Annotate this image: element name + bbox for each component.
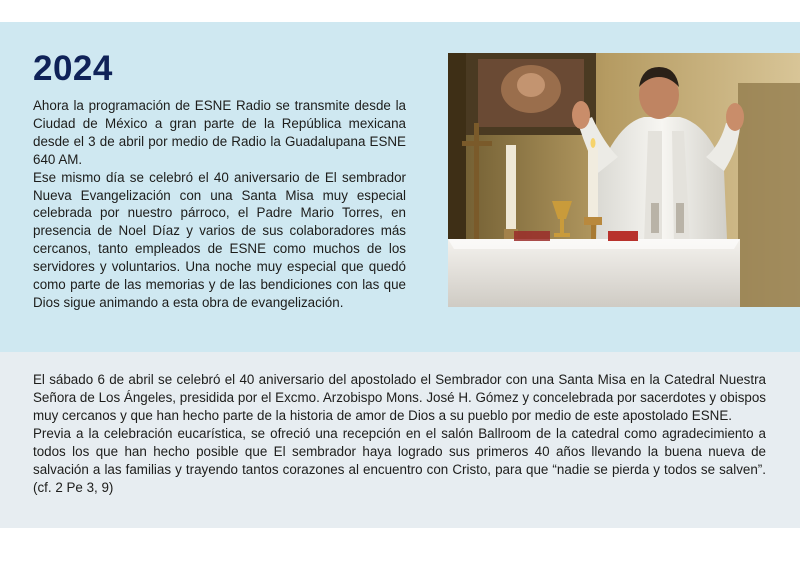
bottom-paragraph-reception: Previa a la celebración eucarística, se ofreció una recepción en el salón Ballroom de la catedral como agradecimiento a todos los que han hecho posible que El sembrador haya logrado sus primeros 40 años llevando la buena nueva de salvación a las familias y trayendo tantos corazones al encuentro con Cristo, para que “nadie se pierda y todos se salven”. (cf. 2 Pe 3, 9) xyxy=(33,426,766,495)
bottom-paragraph-cathedral-mass: El sábado 6 de abril se celebró el 40 aniversario del apostolado el Sembrador con una Santa Misa en la Catedral Nuestra Señora de Los Ángeles, presidida por el Excmo. Arzobispo Mons. José H. Gómez y concelebrada por sacerdotes y obispos muy cercanos y que han hecho parte de la historia de amor de Dios a su pueblo por medio de este apostolado ESNE. xyxy=(33,372,766,423)
top-paragraph-radio: Ahora la programación de ESNE Radio se transmite desde la Ciudad de México a gran parte de la República mexicana desde el 3 de abril por medio de Radio la Guadalupana ESNE 640 AM. xyxy=(33,98,406,167)
priest-at-altar-photo xyxy=(448,53,800,307)
top-paragraph-anniversary-mass: Ese mismo día se celebró el 40 aniversario de El sembrador Nueva Evangelización con una Santa Misa muy especial celebrada por nuestro párroco, el Padre Mario Torres, en presencia de Noel Díaz y varios de sus colaboradores más cercanos, tanto empleados de ESNE como muchos de los servidores y voluntarios. Una noche muy especial que quedó como parte de las memorias y de las bendiciones con las que Dios sigue animando a esta obra de evangelización. xyxy=(33,169,406,310)
top-text-block xyxy=(33,97,406,312)
year-heading: 2024 xyxy=(33,49,113,88)
bottom-text-block xyxy=(33,371,766,497)
